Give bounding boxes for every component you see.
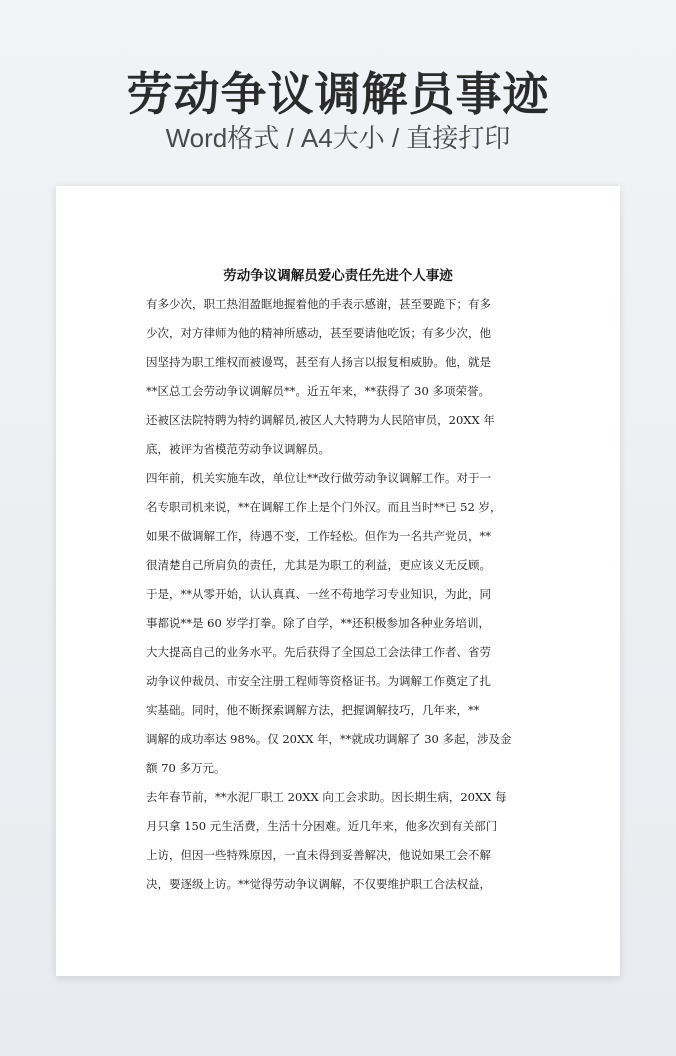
document-body [146, 290, 530, 899]
document-line: 实基础。同时，他不断探索调解方法，把握调解技巧，几年来，** [146, 703, 480, 717]
document-line: 少次，对方律师为他的精神所感动，甚至要请他吃饭；有多少次，他 [146, 326, 491, 340]
document-line: 如果不做调解工作，待遇不变，工作轻松。但作为一名共产党员，** [146, 529, 491, 543]
document-line: 决，要逐级上访。**觉得劳动争议调解，不仅要维护职工合法权益， [146, 877, 491, 891]
document-line: 因坚持为职工维权而被谩骂，甚至有人扬言以报复相威胁。他，就是 [146, 355, 491, 369]
document-line: 底，被评为省模范劳动争议调解员。 [146, 442, 330, 456]
document-title: 劳动争议调解员爱心责任先进个人事迹 [223, 268, 453, 284]
document-line: 去年春节前，**水泥厂职工 20XX 向工会求助。因长期生病，20XX 每 [146, 790, 507, 804]
document-line: 上访，但因一些特殊原因，一直未得到妥善解决，他说如果工会不解 [146, 848, 491, 862]
document-line: 额 70 多万元。 [146, 761, 226, 775]
document-line: **区总工会劳动争议调解员**。近五年来，**获得了 30 多项荣誉。 [146, 384, 490, 398]
document-line: 调解的成功率达 98%。仅 20XX 年，**就成功调解了 30 多起，涉及金 [146, 732, 512, 746]
document-line: 于是，**从零开始，认认真真、一丝不苟地学习专业知识，为此，同 [146, 587, 491, 601]
document-page [56, 186, 620, 976]
document-line: 月只拿 150 元生活费，生活十分困难。近几年来，他多次到有关部门 [146, 819, 498, 833]
banner-title: 劳动争议调解员事迹 [126, 67, 550, 121]
document-line: 有多少次，职工热泪盈眶地握着他的手表示感谢，甚至要跪下；有多 [146, 297, 491, 311]
document-line: 事都说**是 60 岁学打拳。除了自学，**还积极参加各种业务培训， [146, 616, 490, 630]
document-line: 动争议仲裁员、市安全注册工程师等资格证书。为调解工作奠定了扎 [146, 674, 491, 688]
document-line: 还被区法院特聘为特约调解员,被区人大特聘为人民陪审员，20XX 年 [146, 413, 495, 427]
banner-subtitle: Word格式 / A4大小 / 直接打印 [165, 123, 511, 153]
document-line: 四年前，机关实施车改，单位让**改行做劳动争议调解工作。对于一 [146, 471, 491, 485]
document-line: 大大提高自己的业务水平。先后获得了全国总工会法律工作者、省劳 [146, 645, 491, 659]
document-line: 很清楚自己所肩负的责任，尤其是为职工的利益，更应该义无反顾。 [146, 558, 491, 572]
document-line: 名专职司机来说，**在调解工作上是个门外汉。而且当时**已 52 岁， [146, 500, 502, 514]
